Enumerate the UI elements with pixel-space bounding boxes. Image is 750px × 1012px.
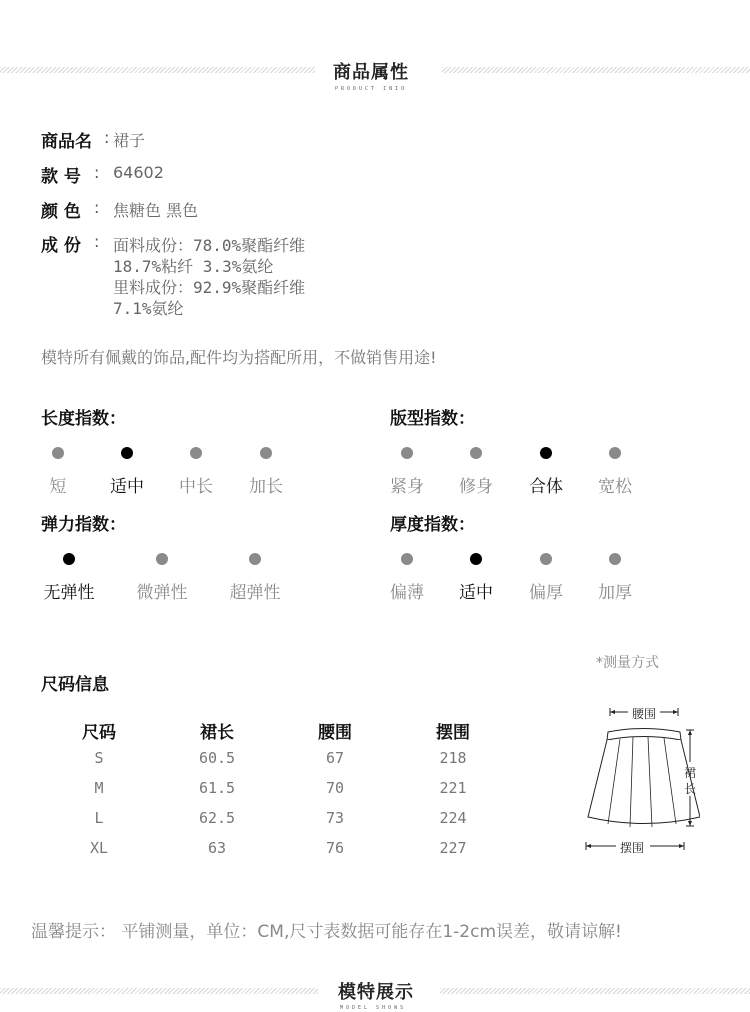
section-subtitle-product-attributes: PRODUCT INIO xyxy=(335,86,408,92)
size-cell: S xyxy=(94,749,104,767)
thickness-option-dot-selected xyxy=(470,553,482,565)
attr-color-colon: : xyxy=(94,198,100,217)
attr-style-no-value: 64602 xyxy=(113,163,164,182)
thickness-option-dot xyxy=(609,553,621,565)
length-index-title: 长度指数： xyxy=(41,409,126,429)
composition-line: 18.7%粘纤 3.3%氨纶 xyxy=(113,257,274,276)
elasticity-option-label-selected: 无弹性 xyxy=(43,583,95,603)
size-table-header: 摆围 xyxy=(436,723,470,743)
header-divider-right xyxy=(442,67,750,73)
size-cell: L xyxy=(94,809,104,827)
fit-option-dot xyxy=(401,447,413,459)
attr-color-value: 焦糖色 黑色 xyxy=(113,201,199,220)
fit-option-label: 紧身 xyxy=(390,477,424,497)
attr-style-no-colon: : xyxy=(94,163,100,182)
elasticity-option-dot xyxy=(156,553,168,565)
thickness-option-label: 加厚 xyxy=(598,583,632,603)
accessories-note: 模特所有佩戴的饰品,配件均为搭配所用，不做销售用途! xyxy=(41,348,437,367)
size-cell: 76 xyxy=(325,839,345,857)
fit-option-dot xyxy=(470,447,482,459)
attr-name-label: 商品名 xyxy=(41,132,92,152)
skirt-measurement-diagram xyxy=(580,700,700,860)
length-option-label: 中长 xyxy=(179,477,213,497)
measure-method-label: *测量方式 xyxy=(596,655,659,671)
section-title-product-attributes: 商品属性 xyxy=(333,62,409,83)
length-option-label: 加长 xyxy=(249,477,283,497)
length-option-dot xyxy=(52,447,64,459)
size-cell: 70 xyxy=(325,779,345,797)
thickness-option-dot xyxy=(540,553,552,565)
section-title-model-show: 模特展示 xyxy=(338,982,414,1003)
length-option-label-selected: 适中 xyxy=(110,477,144,497)
section-subtitle-model-show: MODEL SHOWS xyxy=(340,1005,407,1011)
fit-option-label: 宽松 xyxy=(598,477,632,497)
elasticity-option-dot-selected xyxy=(63,553,75,565)
size-cell: 221 xyxy=(439,779,467,797)
size-cell: XL xyxy=(89,839,109,857)
size-cell: 60.5 xyxy=(198,749,236,767)
size-cell: 218 xyxy=(439,749,467,767)
hem-label: 摆围 xyxy=(620,841,645,855)
elasticity-index-title: 弹力指数： xyxy=(41,515,126,535)
thickness-option-label: 偏厚 xyxy=(529,583,563,603)
composition-line: 面料成份：78.0%聚酯纤维 xyxy=(113,236,306,255)
thickness-option-label-selected: 适中 xyxy=(459,583,493,603)
attr-name-value: 裙子 xyxy=(113,131,146,150)
size-cell: 73 xyxy=(325,809,345,827)
size-info-title: 尺码信息 xyxy=(41,675,109,695)
length-option-dot xyxy=(260,447,272,459)
elasticity-option-dot xyxy=(249,553,261,565)
size-cell: 63 xyxy=(207,839,227,857)
fit-option-label-selected: 合体 xyxy=(529,477,563,497)
fit-option-label: 修身 xyxy=(459,477,493,497)
size-cell: 224 xyxy=(439,809,467,827)
length-option-dot-selected xyxy=(121,447,133,459)
thickness-index-title: 厚度指数： xyxy=(390,515,475,535)
size-cell: 227 xyxy=(439,839,467,857)
attr-style-no-label: 款 号 xyxy=(41,167,81,187)
fit-index-title: 版型指数： xyxy=(390,409,475,429)
size-cell: 61.5 xyxy=(198,779,236,797)
size-cell: 67 xyxy=(325,749,345,767)
length-label-top: 裙 xyxy=(684,766,697,780)
fit-option-dot xyxy=(609,447,621,459)
skirt-icon xyxy=(580,700,700,860)
composition-line: 7.1%氨纶 xyxy=(113,299,184,318)
size-table-header: 尺码 xyxy=(82,723,116,743)
attr-color-label: 颜 色 xyxy=(41,202,81,222)
thickness-option-label: 偏薄 xyxy=(390,583,424,603)
length-option-dot xyxy=(190,447,202,459)
size-cell: 62.5 xyxy=(198,809,236,827)
attr-composition-label: 成 份 xyxy=(41,236,81,256)
attr-composition-colon: : xyxy=(94,232,100,251)
model-header-divider-left xyxy=(0,988,318,994)
size-table-header: 腰围 xyxy=(318,723,352,743)
header-divider-left xyxy=(0,67,315,73)
model-header-divider-right xyxy=(440,988,750,994)
thickness-option-dot xyxy=(401,553,413,565)
size-cell: M xyxy=(94,779,104,797)
waist-label: 腰围 xyxy=(632,707,657,721)
measurement-tip: 温馨提示： 平铺测量，单位：CM,尺寸表数据可能存在1-2cm误差，敬请谅解! xyxy=(31,922,622,942)
length-label-bottom: 长 xyxy=(684,782,697,796)
length-option-label: 短 xyxy=(49,477,67,497)
attr-name-colon: : xyxy=(104,128,110,147)
size-table-header: 裙长 xyxy=(200,723,234,743)
elasticity-option-label: 微弹性 xyxy=(136,583,188,603)
elasticity-option-label: 超弹性 xyxy=(229,583,281,603)
composition-line: 里料成份：92.9%聚酯纤维 xyxy=(113,278,306,297)
fit-option-dot-selected xyxy=(540,447,552,459)
